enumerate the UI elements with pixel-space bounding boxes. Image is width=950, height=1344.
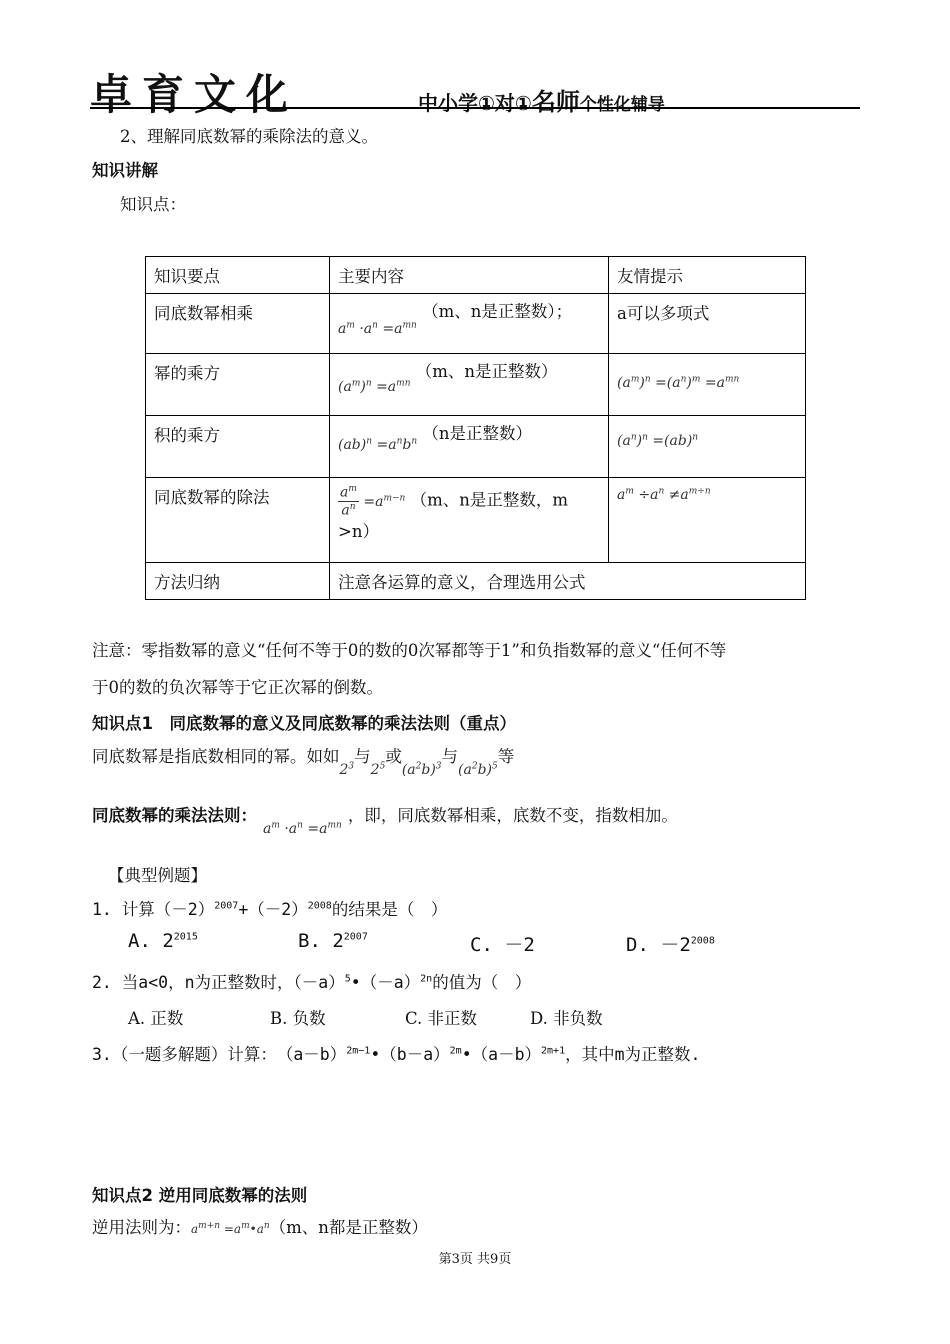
kp1-title: 知识点1 同底数幂的意义及同底数幂的乘法法则（重点） (92, 714, 516, 733)
table-row (146, 354, 806, 416)
expr-2-5: 25 (370, 761, 386, 778)
header-subtitle-b: 名师 (531, 88, 580, 116)
q1-option-c[interactable] (470, 930, 535, 957)
q2-exp: 5 (344, 973, 351, 985)
q1-option-a[interactable] (128, 930, 198, 952)
kp1-rule-label: 同底数幂的乘法法则： (92, 806, 257, 825)
table-cell-content (330, 354, 609, 416)
q3-exp: 2m+1 (541, 1045, 566, 1057)
option-label: A. 2 (128, 930, 174, 952)
table-cell-content (330, 416, 609, 478)
formula-division-tip: $a^m \div a^n \ne a^{m\div n}$ (617, 486, 711, 503)
option-label: C. －2 (470, 934, 535, 956)
table-cell-point: 同底数幂的除法 (146, 478, 330, 563)
content-note: （m、n是正整数，m >n） (338, 490, 568, 542)
q1-exp: 2007 (214, 900, 239, 912)
formula-inverse: $a^{m+n}$ $=a^m•a^n$ (191, 1221, 270, 1236)
option-label: B. 2 (298, 930, 344, 952)
kp1-definition (92, 743, 515, 778)
q1-option-b[interactable] (298, 930, 368, 952)
table-cell-point: 方法归纳 (146, 563, 330, 600)
q2-option-d[interactable]: D. 非负数 (530, 1009, 603, 1028)
page-footer: 第3页 共9页 (438, 1252, 512, 1267)
formula-product: (ab)n =anbn (338, 436, 418, 453)
table-header-row (146, 257, 806, 294)
table-cell-tip (609, 416, 806, 478)
kp1-def-etc: 等 (497, 747, 515, 766)
kp1-def-with: 与 (441, 747, 459, 766)
q1-stem: +（－2） (238, 900, 308, 919)
q2-option-a[interactable]: A. 正数 (128, 1009, 184, 1028)
q2-option-b[interactable]: B. 负数 (270, 1009, 326, 1028)
expr-a2b-5: (a2b)5 (458, 761, 498, 778)
q2-stem: •（－a） (350, 973, 421, 992)
kp1-rule-text: ，即，同底数幂相乘，底数不变，指数相加。 (347, 806, 678, 825)
q3-exp: 2m−1 (346, 1045, 371, 1057)
kp1-def-with: 与 (354, 747, 371, 766)
table-header-cell: 主要内容 (330, 257, 609, 294)
table-cell-content: 注意各运算的意义，合理选用公式 (330, 563, 806, 600)
q3-stem: •（a－b） (461, 1045, 542, 1064)
content-note: （m、n是正整数）； (422, 302, 573, 321)
table-header-cell: 知识要点 (146, 257, 330, 294)
header-subtitle-c: 个性化辅导 (579, 95, 665, 115)
table-cell-tip (609, 354, 806, 416)
table-cell-content (330, 294, 609, 354)
note-line-1: 注意：零指数幂的意义“任何不等于0的数的0次幂都等于1”和负指数幂的意义“任何不等 (92, 641, 727, 660)
header-subtitle-a: 中小学①对① (418, 91, 532, 115)
q2-option-c[interactable]: C. 非正数 (405, 1009, 478, 1028)
kp2-rule (92, 1214, 428, 1238)
q1-stem: 的结果是（ ） (331, 900, 448, 919)
expr-2-3: 23 (339, 761, 355, 778)
q3-stem: •（b－a） (370, 1045, 450, 1064)
table-cell-point: 幂的乘方 (146, 354, 330, 416)
q2-stem: 2. 当a<0，n为正整数时，（－a） (92, 973, 345, 992)
q3-stem: ，其中m为正整数. (565, 1045, 701, 1064)
note-line-2: 于0的数的负次幂等于它正次幂的倒数。 (92, 678, 383, 697)
formula-power-tip: (am)n =(an)m =amn (617, 374, 740, 391)
table-cell-tip: a可以多项式 (609, 294, 806, 354)
question-2 (92, 969, 531, 993)
table-cell-point: 积的乘方 (146, 416, 330, 478)
question-3 (92, 1041, 700, 1065)
kp1-def-text: 同底数幂是指底数相同的幂。如如 (92, 747, 340, 766)
kp2-rule-label: 逆用法则为： (92, 1218, 191, 1237)
q1-option-d[interactable] (626, 930, 715, 957)
option-exp: 2007 (343, 931, 368, 943)
examples-title: 【典型例题】 (108, 866, 207, 885)
formula-power: (am)n =amn (338, 378, 411, 395)
option-exp: 2008 (690, 935, 715, 947)
kp1-def-or: 或 (385, 747, 402, 766)
table-cell-tip (609, 478, 806, 563)
objective-line: 2、理解同底数幂的乘除法的意义。 (120, 127, 378, 146)
table-cell-point: 同底数幂相乘 (146, 294, 330, 354)
knowledge-table (145, 256, 806, 600)
kp2-rule-text: （m、n都是正整数） (269, 1218, 428, 1237)
formula-division: $\frac{a^m}{a^n}$ (340, 484, 357, 519)
section-title: 知识讲解 (92, 161, 158, 180)
table-row (146, 416, 806, 478)
table-header-cell: 友情提示 (609, 257, 806, 294)
formula-product-tip: (an)n =(ab)n (617, 432, 699, 449)
q3-exp: 2m (449, 1045, 462, 1057)
content-note: （m、n是正整数） (415, 362, 558, 381)
header-subtitle (418, 82, 665, 117)
q3-stem: 3.（一题多解题）计算： （a－b） (92, 1045, 347, 1064)
brand-title: 卓育文化 (90, 70, 299, 119)
table-row (146, 294, 806, 354)
table-row (146, 478, 806, 563)
expr-a2b-3: (a2b)3 (401, 761, 442, 778)
kp2-title: 知识点2 逆用同底数幂的法则 (92, 1186, 308, 1205)
table-cell-content: $\frac{a^m}{a^n}$ $=a^{m-n}$ （m、n是正整数，m >n） (330, 478, 609, 563)
formula-mult-rule: am ·an =amn (263, 820, 342, 837)
q2-stem: 的值为（ ） (432, 973, 532, 992)
header-rule (90, 107, 860, 109)
formula-mult: am ·an =amn (338, 320, 417, 337)
option-label: D. －2 (626, 934, 691, 956)
question-1 (92, 896, 447, 920)
q1-stem: 1. 计算（－2） (92, 900, 215, 919)
q1-exp: 2008 (307, 900, 332, 912)
option-exp: 2015 (173, 931, 198, 943)
content-note: （n是正整数） (422, 424, 533, 443)
kp-label: 知识点： (120, 195, 186, 214)
q2-exp: 2n (420, 973, 433, 985)
table-row (146, 563, 806, 600)
